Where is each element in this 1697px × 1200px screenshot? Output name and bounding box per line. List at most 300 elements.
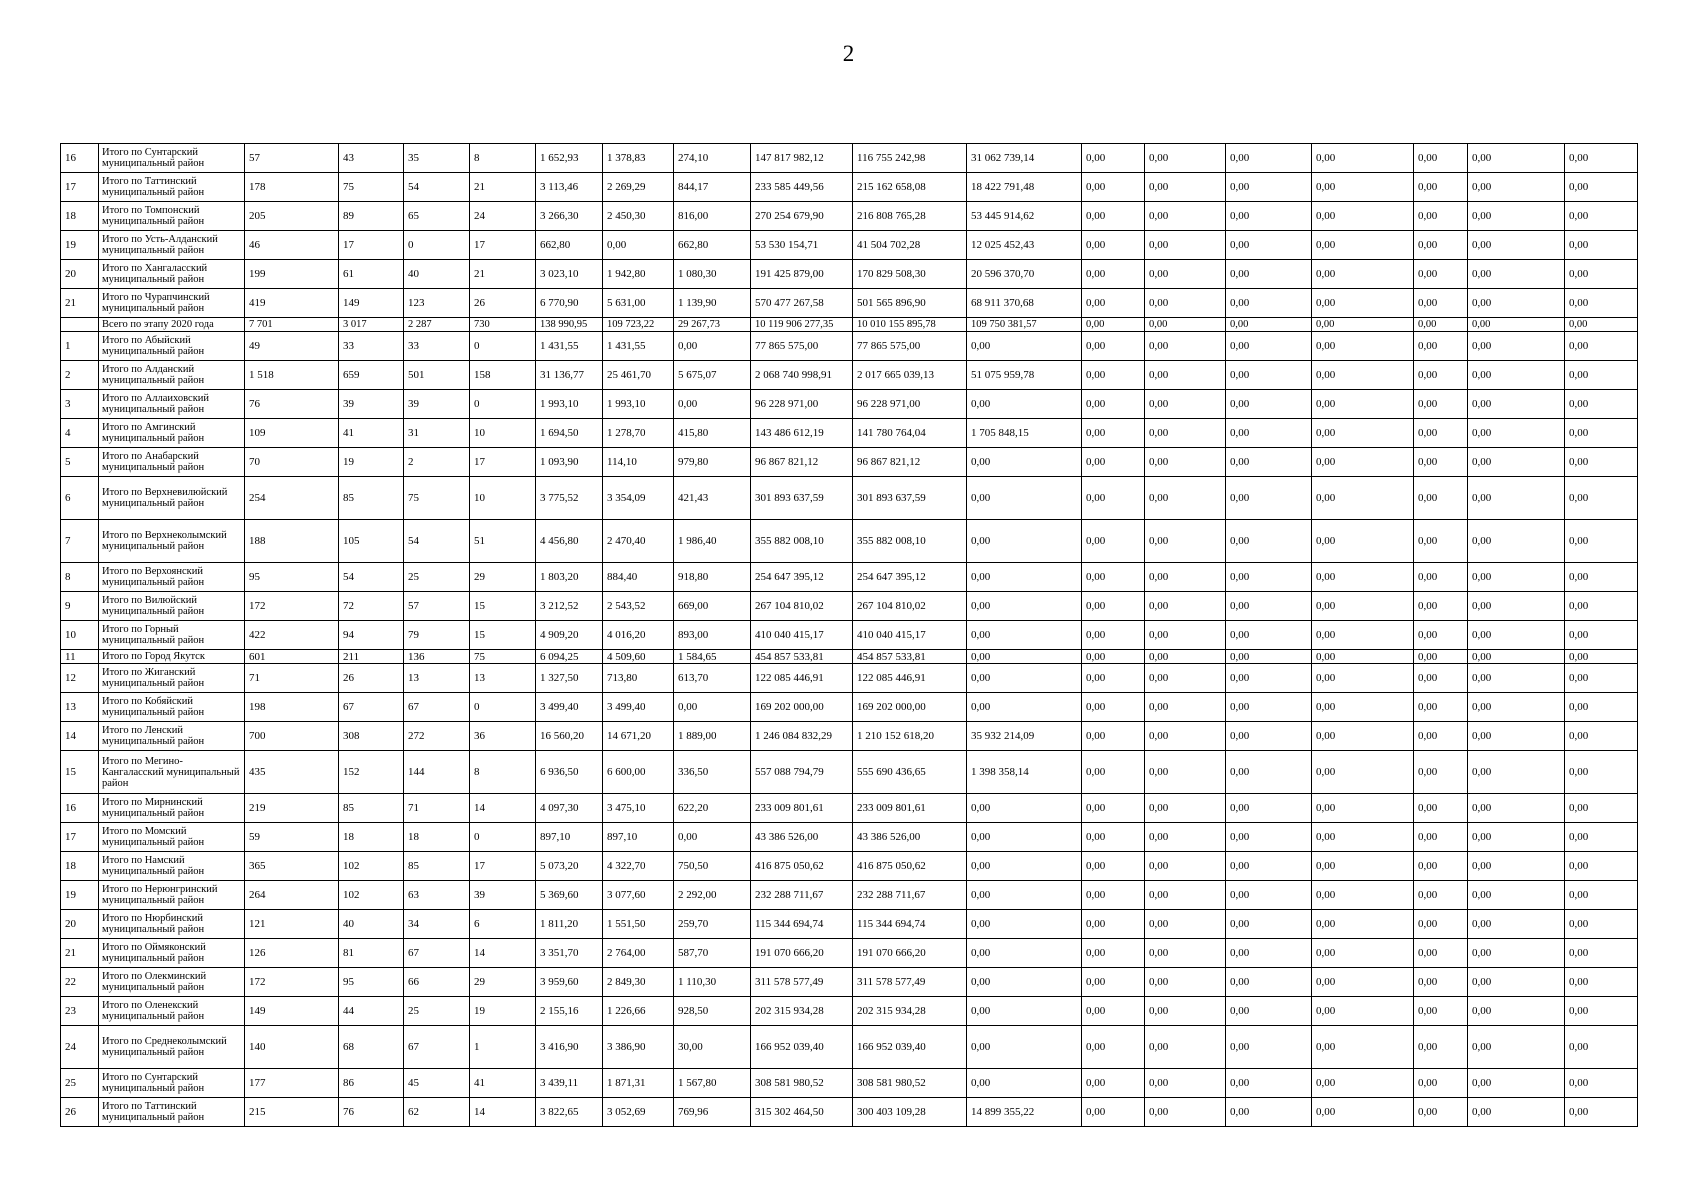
value-cell: 0,00 (1226, 332, 1312, 361)
value-cell: 0,00 (1145, 289, 1226, 318)
row-number-cell: 16 (61, 144, 99, 173)
value-cell: 3 017 (339, 318, 404, 332)
value-cell: 0,00 (1226, 823, 1312, 852)
value-cell: 0,00 (1414, 592, 1468, 621)
value-cell: 191 070 666,20 (853, 939, 967, 968)
value-cell: 355 882 008,10 (751, 520, 853, 563)
value-cell: 0,00 (1145, 202, 1226, 231)
value-cell: 0,00 (1226, 1026, 1312, 1069)
value-cell: 57 (245, 144, 339, 173)
value-cell: 0,00 (1226, 997, 1312, 1026)
value-cell: 0,00 (1565, 390, 1638, 419)
value-cell: 0,00 (1565, 318, 1638, 332)
value-cell: 35 932 214,09 (967, 722, 1082, 751)
value-cell: 315 302 464,50 (751, 1098, 853, 1127)
value-cell: 0,00 (1226, 520, 1312, 563)
municipality-label-cell: Итого по Усть-Алданский муниципальный район (99, 231, 245, 260)
table-row (61, 852, 1638, 881)
value-cell: 41 (339, 419, 404, 448)
value-cell: 96 228 971,00 (853, 390, 967, 419)
municipality-label-cell: Всего по этапу 2020 года (99, 318, 245, 332)
total-row (61, 318, 1638, 332)
value-cell: 1 518 (245, 361, 339, 390)
table-row (61, 144, 1638, 173)
value-cell: 0,00 (1414, 650, 1468, 664)
value-cell: 67 (404, 693, 470, 722)
value-cell: 0,00 (1082, 910, 1145, 939)
value-cell: 0,00 (1565, 563, 1638, 592)
value-cell: 0,00 (1145, 477, 1226, 520)
value-cell: 0,00 (1414, 1098, 1468, 1127)
value-cell: 123 (404, 289, 470, 318)
value-cell: 1 378,83 (603, 144, 674, 173)
value-cell: 0,00 (1312, 173, 1414, 202)
value-cell: 0,00 (1082, 448, 1145, 477)
value-cell: 308 (339, 722, 404, 751)
value-cell: 0,00 (1468, 910, 1565, 939)
table-row (61, 650, 1638, 664)
value-cell: 0,00 (1468, 419, 1565, 448)
value-cell: 0,00 (967, 852, 1082, 881)
value-cell: 215 (245, 1098, 339, 1127)
value-cell: 1 694,50 (536, 419, 603, 448)
value-cell: 0,00 (1468, 563, 1565, 592)
value-cell: 0,00 (1414, 910, 1468, 939)
value-cell: 0,00 (1468, 939, 1565, 968)
value-cell: 178 (245, 173, 339, 202)
value-cell: 1 889,00 (674, 722, 751, 751)
value-cell: 63 (404, 881, 470, 910)
value-cell: 17 (470, 852, 536, 881)
value-cell: 35 (404, 144, 470, 173)
value-cell: 0,00 (674, 693, 751, 722)
value-cell: 0,00 (1565, 173, 1638, 202)
value-cell: 0,00 (967, 621, 1082, 650)
value-cell: 0,00 (1145, 1026, 1226, 1069)
value-cell: 0,00 (1414, 881, 1468, 910)
value-cell: 75 (339, 173, 404, 202)
row-number-cell: 12 (61, 664, 99, 693)
value-cell: 89 (339, 202, 404, 231)
value-cell: 166 952 039,40 (751, 1026, 853, 1069)
value-cell: 979,80 (674, 448, 751, 477)
value-cell: 0,00 (1145, 823, 1226, 852)
municipality-label-cell: Итого по Жиганский муниципальный район (99, 664, 245, 693)
value-cell: 0,00 (1226, 1098, 1312, 1127)
value-cell: 336,50 (674, 751, 751, 794)
value-cell: 3 499,40 (603, 693, 674, 722)
value-cell: 4 456,80 (536, 520, 603, 563)
value-cell: 0,00 (1468, 664, 1565, 693)
value-cell: 2 (404, 448, 470, 477)
value-cell: 65 (404, 202, 470, 231)
value-cell: 19 (339, 448, 404, 477)
value-cell: 0,00 (1226, 202, 1312, 231)
table-row (61, 693, 1638, 722)
value-cell: 254 (245, 477, 339, 520)
value-cell: 0,00 (1312, 621, 1414, 650)
value-cell: 0,00 (1565, 1026, 1638, 1069)
value-cell: 54 (404, 520, 470, 563)
value-cell: 26 (339, 664, 404, 693)
row-number-cell: 4 (61, 419, 99, 448)
value-cell: 0,00 (1226, 173, 1312, 202)
page-number: 2 (842, 41, 855, 66)
value-cell: 769,96 (674, 1098, 751, 1127)
value-cell: 0,00 (1145, 332, 1226, 361)
value-cell: 0,00 (1414, 939, 1468, 968)
value-cell: 0,00 (1145, 722, 1226, 751)
municipality-label-cell: Итого по Момский муниципальный район (99, 823, 245, 852)
value-cell: 0,00 (1565, 477, 1638, 520)
table-row (61, 910, 1638, 939)
value-cell: 0,00 (1226, 231, 1312, 260)
value-cell: 0,00 (1565, 1098, 1638, 1127)
value-cell: 454 857 533,81 (853, 650, 967, 664)
value-cell: 1 993,10 (603, 390, 674, 419)
value-cell: 0,00 (967, 1026, 1082, 1069)
value-cell: 0,00 (1082, 722, 1145, 751)
value-cell: 114,10 (603, 448, 674, 477)
value-cell: 0,00 (1468, 448, 1565, 477)
value-cell: 17 (339, 231, 404, 260)
value-cell: 169 202 000,00 (853, 693, 967, 722)
value-cell: 0,00 (1226, 910, 1312, 939)
value-cell: 713,80 (603, 664, 674, 693)
value-cell: 844,17 (674, 173, 751, 202)
value-cell: 0,00 (1468, 968, 1565, 997)
value-cell: 0,00 (1565, 852, 1638, 881)
value-cell: 355 882 008,10 (853, 520, 967, 563)
value-cell: 219 (245, 794, 339, 823)
value-cell: 0,00 (1565, 332, 1638, 361)
value-cell: 0,00 (1145, 693, 1226, 722)
row-number-cell: 18 (61, 852, 99, 881)
value-cell: 67 (339, 693, 404, 722)
value-cell: 0,00 (1082, 997, 1145, 1026)
value-cell: 0,00 (1226, 852, 1312, 881)
value-cell: 232 288 711,67 (853, 881, 967, 910)
value-cell: 40 (404, 260, 470, 289)
value-cell: 85 (339, 794, 404, 823)
value-cell: 102 (339, 852, 404, 881)
value-cell: 0,00 (1565, 592, 1638, 621)
value-cell: 730 (470, 318, 536, 332)
value-cell: 0,00 (967, 997, 1082, 1026)
value-cell: 0,00 (1565, 361, 1638, 390)
value-cell: 3 499,40 (536, 693, 603, 722)
value-cell: 66 (404, 968, 470, 997)
value-cell: 2 764,00 (603, 939, 674, 968)
value-cell: 17 (470, 231, 536, 260)
value-cell: 0,00 (1468, 260, 1565, 289)
value-cell: 272 (404, 722, 470, 751)
value-cell: 169 202 000,00 (751, 693, 853, 722)
value-cell: 1 942,80 (603, 260, 674, 289)
value-cell: 0,00 (1468, 693, 1565, 722)
value-cell: 0,00 (1414, 419, 1468, 448)
table-row (61, 968, 1638, 997)
value-cell: 30,00 (674, 1026, 751, 1069)
value-cell: 0,00 (1468, 390, 1565, 419)
value-cell: 15 (470, 621, 536, 650)
value-cell: 0,00 (1312, 1098, 1414, 1127)
value-cell: 601 (245, 650, 339, 664)
municipality-label-cell: Итого по Горный муниципальный район (99, 621, 245, 650)
value-cell: 6 (470, 910, 536, 939)
value-cell: 0,00 (967, 520, 1082, 563)
value-cell: 170 829 508,30 (853, 260, 967, 289)
value-cell: 0,00 (1565, 693, 1638, 722)
value-cell: 0 (470, 693, 536, 722)
value-cell: 0,00 (1226, 448, 1312, 477)
value-cell: 1 993,10 (536, 390, 603, 419)
value-cell: 166 952 039,40 (853, 1026, 967, 1069)
value-cell: 0,00 (967, 448, 1082, 477)
value-cell: 0,00 (967, 650, 1082, 664)
table-row (61, 260, 1638, 289)
value-cell: 0,00 (1226, 794, 1312, 823)
value-cell: 0,00 (1312, 361, 1414, 390)
value-cell: 71 (404, 794, 470, 823)
value-cell: 0,00 (1312, 592, 1414, 621)
value-cell: 26 (470, 289, 536, 318)
value-cell: 0,00 (1312, 939, 1414, 968)
value-cell: 199 (245, 260, 339, 289)
value-cell: 1 803,20 (536, 563, 603, 592)
value-cell: 109 750 381,57 (967, 318, 1082, 332)
value-cell: 0,00 (1414, 997, 1468, 1026)
value-cell: 0,00 (1468, 621, 1565, 650)
value-cell: 0,00 (674, 823, 751, 852)
value-cell: 0,00 (1565, 823, 1638, 852)
value-cell: 0,00 (1565, 520, 1638, 563)
table-row (61, 794, 1638, 823)
value-cell: 0,00 (1468, 650, 1565, 664)
value-cell: 85 (404, 852, 470, 881)
value-cell: 0,00 (1565, 289, 1638, 318)
value-cell: 95 (245, 563, 339, 592)
value-cell: 1 705 848,15 (967, 419, 1082, 448)
value-cell: 31 (404, 419, 470, 448)
row-number-cell: 23 (61, 997, 99, 1026)
value-cell: 0,00 (967, 881, 1082, 910)
value-cell: 21 (470, 260, 536, 289)
value-cell: 36 (470, 722, 536, 751)
municipality-label-cell: Итого по Верхнеколымский муниципальный район (99, 520, 245, 563)
value-cell: 0,00 (1312, 260, 1414, 289)
value-cell: 3 023,10 (536, 260, 603, 289)
value-cell: 501 565 896,90 (853, 289, 967, 318)
value-cell: 138 990,95 (536, 318, 603, 332)
value-cell: 202 315 934,28 (853, 997, 967, 1026)
value-cell: 95 (339, 968, 404, 997)
value-cell: 669,00 (674, 592, 751, 621)
value-cell: 0,00 (1468, 881, 1565, 910)
value-cell: 7 701 (245, 318, 339, 332)
row-number-cell: 14 (61, 722, 99, 751)
value-cell: 0,00 (1468, 852, 1565, 881)
value-cell: 0,00 (1414, 1026, 1468, 1069)
value-cell: 0,00 (1226, 419, 1312, 448)
value-cell: 3 416,90 (536, 1026, 603, 1069)
row-number-cell: 6 (61, 477, 99, 520)
value-cell: 0,00 (967, 390, 1082, 419)
value-cell: 0,00 (674, 332, 751, 361)
value-cell: 2 543,52 (603, 592, 674, 621)
value-cell: 0,00 (1414, 794, 1468, 823)
value-cell: 122 085 446,91 (751, 664, 853, 693)
value-cell: 3 351,70 (536, 939, 603, 968)
data-table (60, 143, 1638, 1127)
value-cell: 0,00 (1226, 289, 1312, 318)
value-cell: 0,00 (1414, 289, 1468, 318)
value-cell: 0,00 (1312, 477, 1414, 520)
value-cell: 109 (245, 419, 339, 448)
value-cell: 0,00 (1082, 1069, 1145, 1098)
value-cell: 140 (245, 1026, 339, 1069)
municipality-label-cell: Итого по Алданский муниципальный район (99, 361, 245, 390)
value-cell: 8 (470, 751, 536, 794)
municipality-label-cell: Итого по Оймяконский муниципальный район (99, 939, 245, 968)
value-cell: 0,00 (1312, 881, 1414, 910)
value-cell: 105 (339, 520, 404, 563)
value-cell: 53 530 154,71 (751, 231, 853, 260)
value-cell: 0,00 (1468, 361, 1565, 390)
value-cell: 43 386 526,00 (853, 823, 967, 852)
value-cell: 4 909,20 (536, 621, 603, 650)
value-cell: 0,00 (1082, 144, 1145, 173)
value-cell: 0,00 (1468, 173, 1565, 202)
value-cell: 158 (470, 361, 536, 390)
value-cell: 1 110,30 (674, 968, 751, 997)
value-cell: 20 596 370,70 (967, 260, 1082, 289)
value-cell: 0,00 (1565, 968, 1638, 997)
value-cell: 0,00 (1414, 852, 1468, 881)
value-cell: 18 422 791,48 (967, 173, 1082, 202)
value-cell: 0,00 (1414, 621, 1468, 650)
row-number-cell: 22 (61, 968, 99, 997)
value-cell: 0,00 (1145, 563, 1226, 592)
value-cell: 115 344 694,74 (751, 910, 853, 939)
value-cell: 211 (339, 650, 404, 664)
value-cell: 0,00 (1226, 939, 1312, 968)
value-cell: 12 025 452,43 (967, 231, 1082, 260)
value-cell: 0,00 (1468, 318, 1565, 332)
value-cell: 0,00 (1082, 1098, 1145, 1127)
value-cell: 301 893 637,59 (853, 477, 967, 520)
value-cell: 75 (404, 477, 470, 520)
value-cell: 0,00 (967, 794, 1082, 823)
value-cell: 501 (404, 361, 470, 390)
value-cell: 0,00 (1082, 881, 1145, 910)
value-cell: 0,00 (1468, 520, 1565, 563)
value-cell: 0,00 (1226, 390, 1312, 419)
value-cell: 29 (470, 563, 536, 592)
value-cell: 0,00 (1312, 794, 1414, 823)
value-cell: 17 (470, 448, 536, 477)
row-number-cell: 21 (61, 939, 99, 968)
value-cell: 0,00 (1145, 173, 1226, 202)
value-cell: 177 (245, 1069, 339, 1098)
table-row (61, 332, 1638, 361)
value-cell: 0,00 (1312, 520, 1414, 563)
value-cell: 0,00 (1145, 419, 1226, 448)
value-cell: 3 822,65 (536, 1098, 603, 1127)
value-cell: 301 893 637,59 (751, 477, 853, 520)
value-cell: 415,80 (674, 419, 751, 448)
table-row (61, 477, 1638, 520)
municipality-label-cell: Итого по Мегино-Кангаласский муниципальный район (99, 751, 245, 794)
value-cell: 3 113,46 (536, 173, 603, 202)
value-cell: 454 857 533,81 (751, 650, 853, 664)
value-cell: 25 (404, 997, 470, 1026)
value-cell: 0,00 (1414, 144, 1468, 173)
value-cell: 3 354,09 (603, 477, 674, 520)
value-cell: 67 (404, 939, 470, 968)
value-cell: 0,00 (1312, 650, 1414, 664)
value-cell: 2 155,16 (536, 997, 603, 1026)
value-cell: 0,00 (1468, 231, 1565, 260)
value-cell: 1 871,31 (603, 1069, 674, 1098)
value-cell: 141 780 764,04 (853, 419, 967, 448)
value-cell: 1 567,80 (674, 1069, 751, 1098)
municipality-label-cell: Итого по Хангаласский муниципальный район (99, 260, 245, 289)
value-cell: 2 292,00 (674, 881, 751, 910)
value-cell: 149 (339, 289, 404, 318)
value-cell: 19 (470, 997, 536, 1026)
municipality-label-cell: Итого по Сунтарский муниципальный район (99, 1069, 245, 1098)
municipality-label-cell: Итого по Амгинский муниципальный район (99, 419, 245, 448)
value-cell: 0,00 (1226, 693, 1312, 722)
value-cell: 205 (245, 202, 339, 231)
value-cell: 0,00 (1145, 794, 1226, 823)
value-cell: 25 461,70 (603, 361, 674, 390)
value-cell: 557 088 794,79 (751, 751, 853, 794)
value-cell: 0,00 (1565, 722, 1638, 751)
value-cell: 0,00 (1312, 823, 1414, 852)
value-cell: 0,00 (1565, 794, 1638, 823)
value-cell: 0,00 (1082, 621, 1145, 650)
value-cell: 0,00 (1565, 939, 1638, 968)
value-cell: 0,00 (1312, 664, 1414, 693)
value-cell: 25 (404, 563, 470, 592)
value-cell: 0,00 (1082, 563, 1145, 592)
value-cell: 0,00 (1226, 881, 1312, 910)
value-cell: 0,00 (1082, 260, 1145, 289)
value-cell: 0,00 (1082, 173, 1145, 202)
value-cell: 96 867 821,12 (853, 448, 967, 477)
value-cell: 0 (470, 332, 536, 361)
value-cell: 0,00 (1414, 260, 1468, 289)
value-cell: 0,00 (1468, 1069, 1565, 1098)
value-cell: 0,00 (1312, 318, 1414, 332)
table-row (61, 448, 1638, 477)
value-cell: 410 040 415,17 (853, 621, 967, 650)
value-cell: 0,00 (1414, 390, 1468, 419)
row-number-cell: 8 (61, 563, 99, 592)
value-cell: 76 (245, 390, 339, 419)
municipality-label-cell: Итого по Верхневилюйский муниципальный район (99, 477, 245, 520)
value-cell: 0,00 (1312, 563, 1414, 592)
value-cell: 1 398 358,14 (967, 751, 1082, 794)
value-cell: 659 (339, 361, 404, 390)
municipality-label-cell: Итого по Томпонский муниципальный район (99, 202, 245, 231)
row-number-cell: 18 (61, 202, 99, 231)
value-cell: 1 226,66 (603, 997, 674, 1026)
value-cell: 918,80 (674, 563, 751, 592)
value-cell: 416 875 050,62 (751, 852, 853, 881)
